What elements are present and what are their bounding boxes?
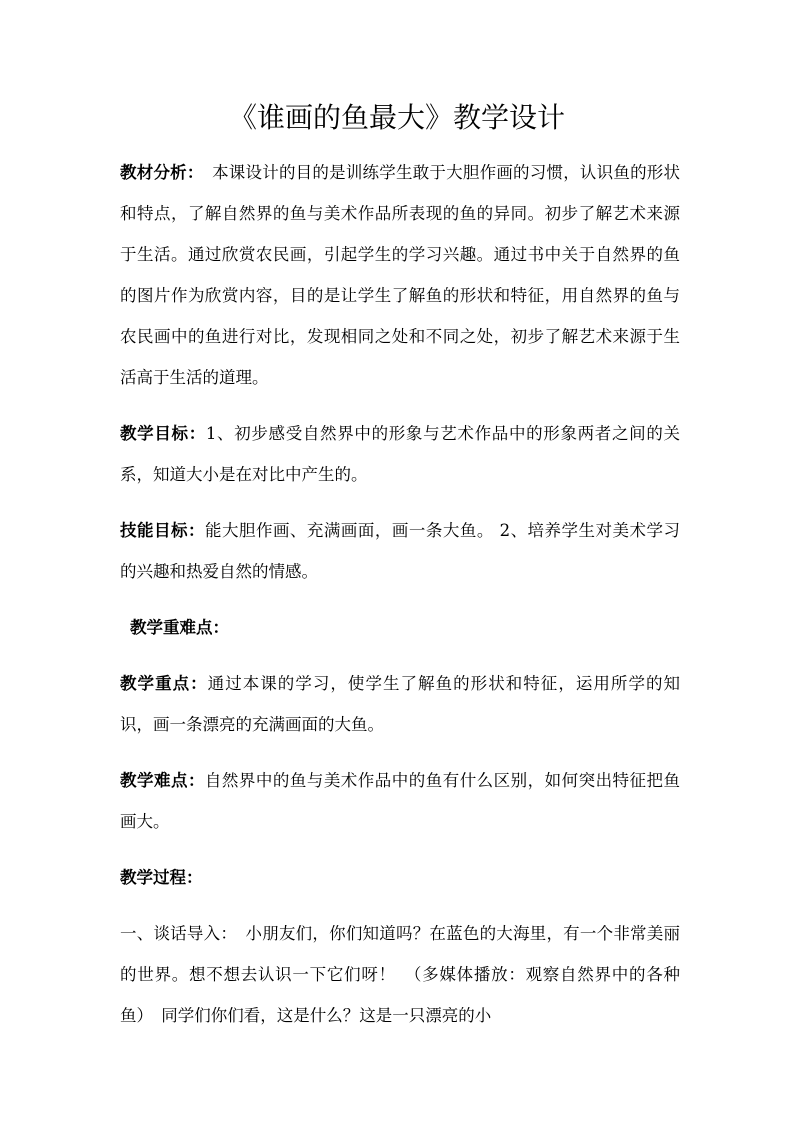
section-introduction-talk [120, 913, 680, 1036]
document-body [120, 152, 680, 1051]
section-label: 教学目标： [120, 424, 206, 443]
section-text: 本课设计的目的是训练学生敢于大胆作画的习惯，认识鱼的形状和特点，了解自然界的鱼与美术作品所表现的鱼的异同。初步了解艺术来源于生活。通过欣赏农民画，引起学生的学习兴趣。通过书中关于自然界的鱼的图片作为欣赏内容，目的是让学生了解鱼的形状和特征，用自然界的鱼与农民画中的鱼进行对比，发现相同之处和不同之处，初步了解艺术来源于生活高于生活的道理。 [120, 163, 681, 387]
section-teaching-process [120, 857, 680, 898]
section-text: 通过本课的学习，使学生了解鱼的形状和特征，运用所学的知识，画一条漂亮的充满画面的大鱼。 [120, 674, 681, 734]
section-key-difficult-points [120, 607, 680, 648]
document-title: 《谁画的鱼最大》教学设计 [228, 101, 565, 134]
section-teaching-goals [120, 413, 680, 495]
section-label: 教学重点： [120, 674, 208, 693]
section-label: 教学过程： [120, 868, 203, 887]
section-text: 1、初步感受自然界中的形象与艺术作品中的形象两者之间的关系，知道大小是在对比中产生的。 [120, 424, 680, 484]
section-label: 教学难点： [120, 771, 205, 790]
section-text: 能大胆作画、充满画面，画一条大鱼。 2、培养学生对美术学习的兴趣和热爱自然的情感。 [120, 521, 680, 581]
section-text: 一、谈话导入： 小朋友们，你们知道吗？在蓝色的大海里，有一个非常美丽的世界。想不想去认识一下它们呀！ （多媒体播放：观察自然界中的各种鱼） 同学们你们看，这是什么？这是一只漂亮的小 [120, 924, 680, 1025]
section-difficult-points [120, 760, 680, 842]
section-skill-goals [120, 510, 680, 592]
section-label: 教学重难点： [130, 618, 229, 637]
section-label: 技能目标： [120, 521, 205, 540]
section-label: 教材分析： [120, 163, 196, 182]
section-material-analysis [120, 152, 680, 398]
section-text: 自然界中的鱼与美术作品中的鱼有什么区别，如何突出特征把鱼画大。 [120, 771, 680, 831]
section-key-points [120, 663, 680, 745]
